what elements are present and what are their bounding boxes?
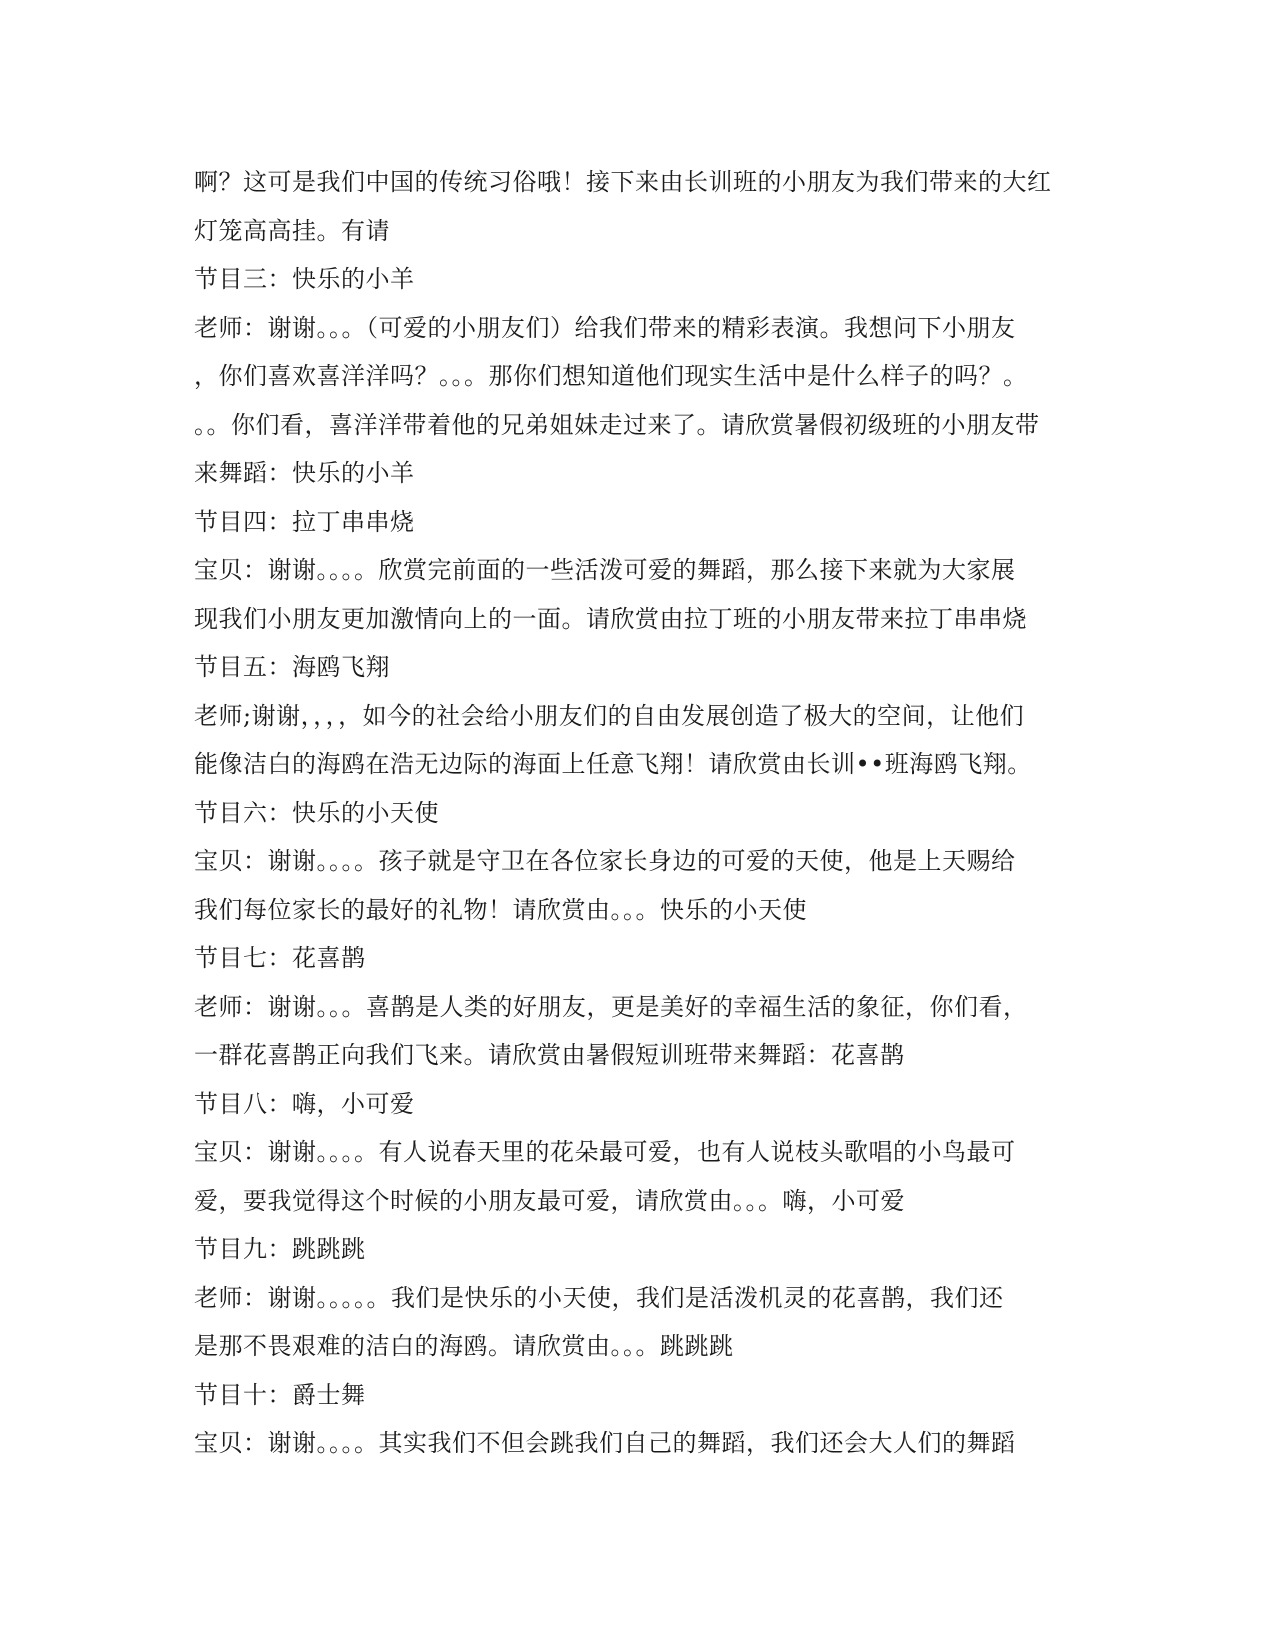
program-heading: 节目三：快乐的小羊 <box>194 265 415 293</box>
text-line: 老师;谢谢，，，，如今的社会给小朋友们的自由发展创造了极大的空间，让他们 <box>194 701 1025 730</box>
text-line: 宝贝：谢谢。。。。其实我们不但会跳我们自己的舞蹈，我们还会大人们的舞蹈 <box>194 1429 1016 1457</box>
text-line: 老师：谢谢。。。（可爱的小朋友们）给我们带来的精彩表演。我想问下小朋友 <box>194 313 1016 342</box>
program-heading: 节目四：拉丁串串烧 <box>194 507 415 536</box>
program-heading: 节目七：花喜鹊 <box>194 944 366 972</box>
program-heading: 节目六：快乐的小天使 <box>194 798 439 827</box>
text-line: 我们每位家长的最好的礼物！请欣赏由。。。快乐的小天使 <box>194 895 807 924</box>
text-line: 来舞蹈：快乐的小羊 <box>194 459 415 487</box>
text-line: 宝贝：谢谢。。。。有人说春天里的花朵最可爱，也有人说枝头歌唱的小鸟最可 <box>194 1138 1016 1166</box>
text-line: 老师：谢谢。。。。。我们是快乐的小天使，我们是活泼机灵的花喜鹊，我们还 <box>194 1283 1004 1312</box>
program-heading: 节目八：嗨，小可爱 <box>194 1089 415 1118</box>
program-heading: 节目十：爵士舞 <box>194 1380 366 1409</box>
document-body <box>194 158 1094 1468</box>
text-line: ，你们喜欢喜洋洋吗？。。。那你们想知道他们现实生活中是什么样子的吗？。 <box>194 362 1028 390</box>
text-line: 灯笼高高挂。有请 <box>194 216 390 245</box>
text-line: 老师：谢谢。。。喜鹊是人类的好朋友，更是美好的幸福生活的象征，你们看， <box>194 992 1028 1021</box>
text-line: 。。你们看，喜洋洋带着他的兄弟姐妹走过来了。请欣赏暑假初级班的小朋友带 <box>194 410 1040 439</box>
text-line: 现我们小朋友更加激情向上的一面。请欣赏由拉丁班的小朋友带来拉丁串串烧 <box>194 604 1027 633</box>
text-line: 是那不畏艰难的洁白的海鸥。请欣赏由。。。跳跳跳 <box>194 1332 734 1360</box>
text-line: 宝贝：谢谢。。。。孩子就是守卫在各位家长身边的可爱的天使，他是上天赐给 <box>194 847 1016 875</box>
text-line: 宝贝：谢谢。。。。欣赏完前面的一些活泼可爱的舞蹈，那么接下来就为大家展 <box>194 556 1016 584</box>
program-heading: 节目九：跳跳跳 <box>194 1235 366 1263</box>
text-line: 一群花喜鹊正向我们飞来。请欣赏由暑假短训班带来舞蹈：花喜鹊 <box>194 1041 905 1069</box>
text-line: 啊？这可是我们中国的传统习俗哦！接下来由长训班的小朋友为我们带来的大红 <box>194 168 1052 196</box>
program-heading: 节目五：海鸥飞翔 <box>194 653 390 681</box>
text-line: 爱，要我觉得这个时候的小朋友最可爱，请欣赏由。。。嗨，小可爱 <box>194 1186 905 1215</box>
text-line: 能像洁白的海鸥在浩无边际的海面上任意飞翔！请欣赏由长训••班海鸥飞翔。 <box>194 750 1032 778</box>
